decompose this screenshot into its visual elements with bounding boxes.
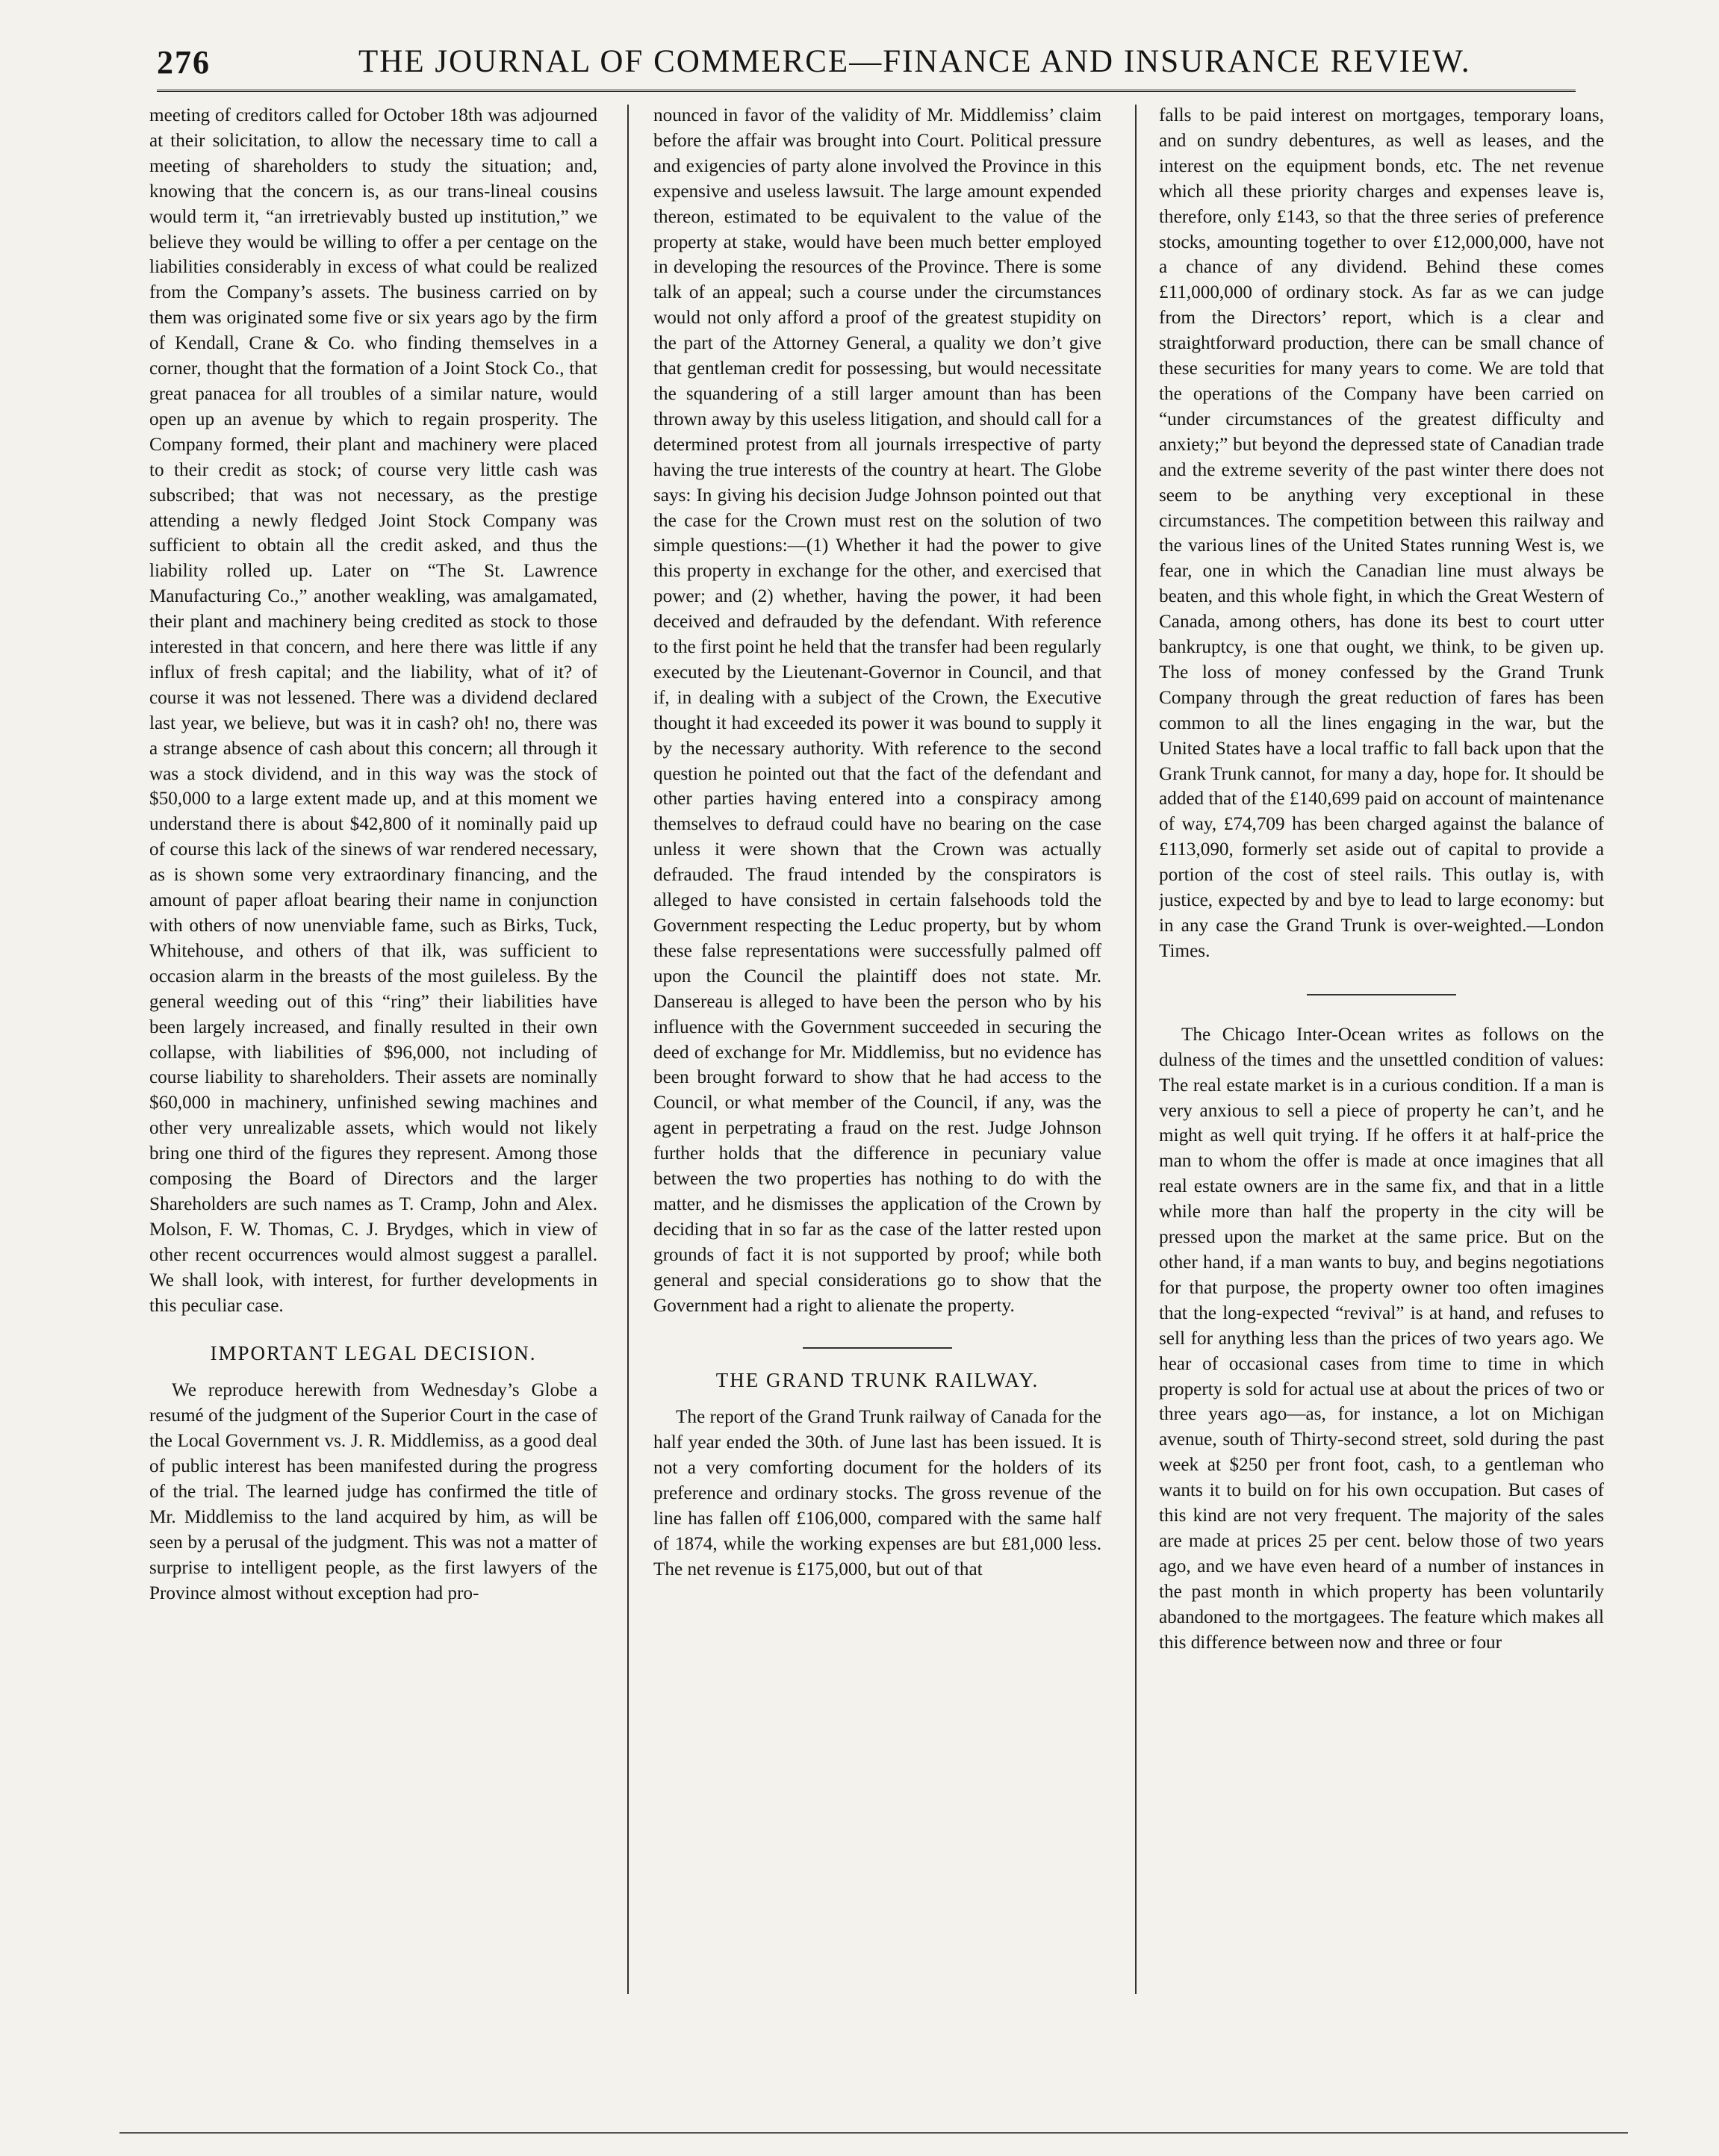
grand-trunk-heading: THE GRAND TRUNK RAILWAY. <box>715 1368 1039 1391</box>
section-divider <box>803 1347 952 1349</box>
real-estate-article-text: The Chicago Inter-Ocean writes as follows on the dulness of the times and the unsettled condition of values: The real estate market is in a curious condition. If a man is very anxious to sell a piece of property he can’t, and he might as well quit trying. If he offers it at half-price the man to whom the offer is made at once imagines that all real estate owners are in the same fix, and that in a little while more than half the property in the city will be pressed upon the market at the same price. But on the other hand, if a man wants to buy, and begins negotiations for that purpose, the property owner too often imagines that the long-expected “revival” is at hand, and refuses to sell for anything less than the prices of two years ago. We hear of occasional cases from time to time in which property is sold for actual use at about the prices of two or three years ago—as, for instance, a lot on Michigan avenue, south of Thirty-second street, sold during the past week at $250 per front foot, cash, to a gentleman who wants it to build on for his own occupation. But cases of this kind are not very frequent. The majority of the sales are made at prices 25 per cent. below those of two years ago, and we have even heard of a number of instances in the past month in which property has been voluntarily abandoned to the mortgagees. The feature which makes all this difference between now and three or four <box>1159 1024 1604 1653</box>
legal-decision-text: We reproduce herewith from Wednesday’s Globe a resumé of the judgment of the Superior Court in the case of the Local Government vs. J. R. Middlemiss, as a good deal of public interest has been manifested during the progress of the trial. The learned judge has confirmed the title of Mr. Middlemiss to the land acquired by him, as will be seen by a perusal of the judgment. This was not a matter of surprise to intelligent people, as the first lawyers of the Province almost without exception had pro- <box>149 1380 597 1603</box>
column-divider-2 <box>1135 105 1137 1994</box>
page-header <box>157 31 1576 90</box>
page-bottom-rule <box>119 2132 1628 2134</box>
grand-trunk-continued-text: falls to be paid interest on mortgages, temporary loans, and on sundry debentures, as well as leases, and the interest on the equipment bonds, etc. The net revenue which all these priority charges and expenses leave is, therefore, only £143, so that the three series of preference stocks, amounting together to over £12,000,000, have not a chance of any dividend. Behind these comes £11,000,000 of ordinary stock. As far as we can judge from the Directors’ report, which is a clear and straightforward production, there can be small chance of these securities for many years to come. We are told that the operations of the Company have been carried on “under circumstances of the greatest difficulty and anxiety;” but beyond the depressed state of Canadian trade and the extreme severity of the past winter there does not seem to be anything very exceptional in these circumstances. The competition between this railway and the various lines of the United States running West is, we fear, one in which the Canadian line must always be beaten, and this whole fight, in which the Great Western of Canada, among others, has done its best to court utter bankruptcy, is one that ought, we think, to be given up. The loss of money confessed by the Grand Trunk Company through the great reduction of fares has been common to all the lines engaging in the war, but the United States have a local traffic to fall back upon that the Grank Trunk cannot, for many a day, hope for. It should be added that of the £140,699 paid on account of maintenance of way, £74,709 has been charged against the balance of £113,090, formerly set aside out of capital to provide a portion of the cost of steel rails. This outlay is, with justice, expected by and bye to lead to large economy: but in any case the Grand Trunk is over-weighted.—London Times. <box>1159 105 1604 961</box>
legal-decision-heading: IMPORTANT LEGAL DECISION. <box>210 1341 537 1364</box>
section-divider <box>1307 994 1456 995</box>
column-3 <box>1159 103 1604 2127</box>
column-2 <box>653 103 1101 2127</box>
header-rule <box>157 90 1576 92</box>
creditors-article-text: meeting of creditors called for October 18th was adjourned at their solicitation, to allow the necessary time to call a meeting of shareholders to study the situation; and, knowing that the concern is, as our trans-lineal cousins would term it, “an irretrievably busted up institution,” we believe they would be willing to offer a per centage on the liabilities considerably in excess of what could be realized from the Company’s assets. The business carried on by them was originated some five or six years ago by the firm of Kendall, Crane & Co. who finding themselves in a corner, thought that the formation of a Joint Stock Co., that great panacea for all troubles of a similar nature, would open up an avenue by which to regain prosperity. The Company formed, their plant and machinery were placed to their credit as stock; of course very little cash was subscribed; that was not necessary, as the prestige attending a newly fledged Joint Stock Company was sufficient to obtain all the credit asked, and thus the liability rolled up. Later on “The St. Lawrence Manufacturing Co.,” another weakling, was amalgamated, their plant and machinery being credited as stock to those interested in that concern, and here there was little if any influx of fresh capital; and the liability, what of it? of course it was not lessened. There was a dividend declared last year, we believe, but was it in cash? oh! no, there was a strange absence of cash about this concern; all through it was a stock dividend, and in this way was the stock of $50,000 to a large extent made up, and at this moment we understand there is about $42,800 of it nominally paid up of course this lack of the sinews of war rendered necessary, as is shown some very extraordinary financing, and the amount of paper afloat bearing their name in conjunction with others of now unenviable fame, such as Birks, Tuck, Whitehouse, and others of that ilk, was sufficient to occasion alarm in the breasts of the most guileless. By the general weeding out of this “ring” their liabilities have been largely increased, and finally resulted in their own collapse, with liabilities of $96,000, not including of course liability to shareholders. Their assets are nominally $60,000 in machinery, unfinished sewing machines and other very unrealizable assets, which would not likely bring one third of the figures they represent. Among those composing the Board of Directors and the larger Shareholders are such names as T. Cramp, John and Alex. Molson, F. W. Thomas, C. J. Brydges, which in view of other recent occurrences would almost suggest a parallel. We shall look, with interest, for further developments in this peculiar case. <box>149 105 597 1316</box>
running-head-title: THE JOURNAL OF COMMERCE—FINANCE AND INSURANCE REVIEW. <box>358 44 1471 79</box>
grand-trunk-text: The report of the Grand Trunk railway of Canada for the half year ended the 30th. of June last has been issued. It is not a very comforting document for the holders of its preference and ordinary stocks. The gross revenue of the line has fallen off £106,000, compared with the same half of 1874, while the working expenses are but £81,000 less. The net revenue is £175,000, but out of that <box>653 1407 1101 1579</box>
legal-decision-continued-text: nounced in favor of the validity of Mr. Middlemiss’ claim before the affair was brought into Court. Political pressure and exigencies of party alone involved the Province in this expensive and useless lawsuit. The large amount expended thereon, estimated to be equivalent to the value of the property at stake, would have been much better employed in developing the resources of the Province. There is some talk of an appeal; such a course under the circumstances would not only afford a proof of the greatest stupidity on the part of the Attorney General, a quality we don’t give that gentleman credit for possessing, but would necessitate the squandering of a still larger amount than has been thrown away by this useless litigation, and should call for a determined protest from all journals irrespective of party having the true interests of the country at heart. The Globe says: In giving his decision Judge Johnson pointed out that the case for the Crown must rest on the solution of two simple questions:—(1) Whether it had the power to give this property in exchange for the other, and exercised that power; and (2) whether, having the power, it had been deceived and defrauded by the defendant. With reference to the first point he held that the transfer had been regularly executed by the Lieutenant-Governor in Council, and that if, in dealing with a subject of the Crown, the Executive thought it had exceeded its power it was bound to supply it by the necessary authority. With reference to the second question he pointed out that the fact of the defendant and other parties having entered into a conspiracy among themselves to defraud could have no bearing on the case unless it were shown that the Crown was actually defrauded. The fraud intended by the conspirators is alleged to have consisted in certain falsehoods told the Government respecting the Leduc property, but by whom these false representations were successfully palmed off upon the Council the plaintiff does not state. Mr. Dansereau is alleged to have been the person who by his influence with the Government succeeded in securing the deed of exchange for Mr. Middlemiss, but no evidence has been brought forward to show that he had access to the Council, or what member of the Council, if any, was the agent in perpetrating a fraud on the rest. Judge Johnson further holds that the difference in pecuniary value between the two properties has nothing to do with the matter, and he dismisses the application of the Crown by deciding that in so far as the case of the latter rested upon grounds of fact it is not supported by proof; while both general and special considerations go to show that the Government had a right to alienate the property. <box>653 105 1101 1316</box>
column-divider-1 <box>627 105 629 1994</box>
page-number: 276 <box>157 44 211 81</box>
column-1 <box>149 103 597 2127</box>
